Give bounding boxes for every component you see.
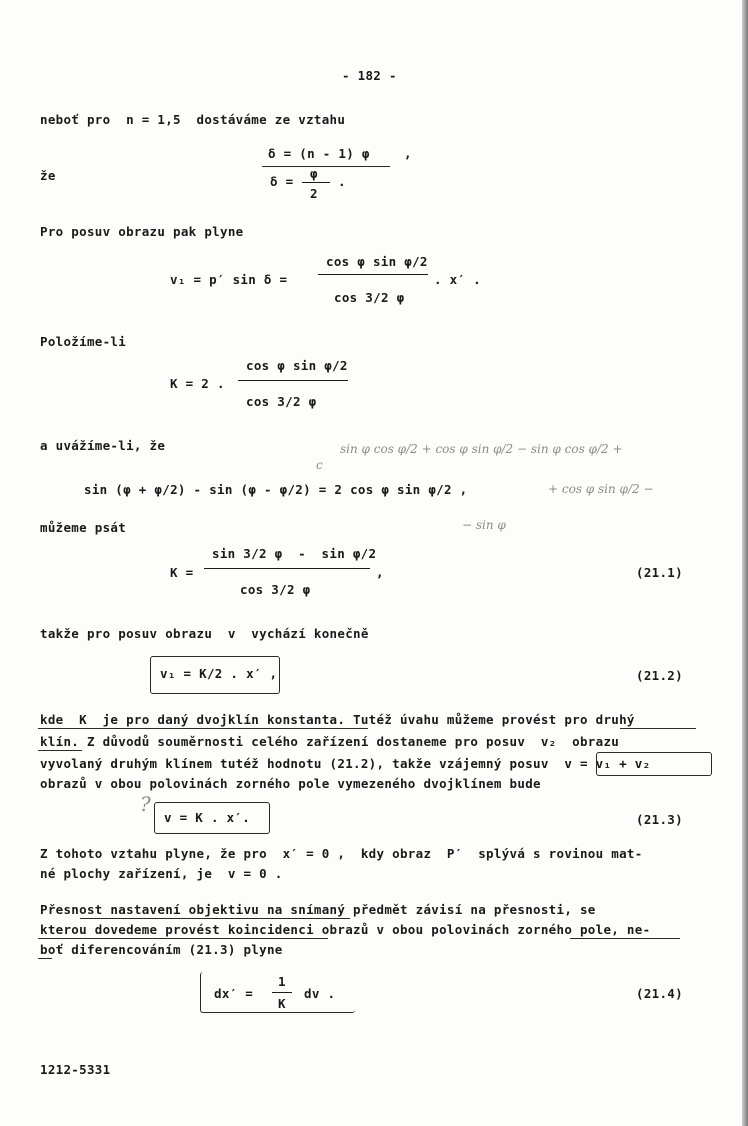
eq-delta-1-comma: ,	[404, 146, 412, 161]
eq-number-21-3: (21.3)	[636, 812, 683, 827]
eq-number-21-4: (21.4)	[636, 986, 683, 1001]
dx-lhs: dx′ =	[214, 986, 254, 1001]
v1-final: v₁ = K/2 . x′ ,	[160, 666, 278, 681]
eq-number-21-2: (21.2)	[636, 668, 683, 683]
pro-posuv-line: Pro posuv obrazu pak plyne	[40, 224, 244, 239]
pencil-note-3: − sin φ	[462, 518, 506, 532]
v-equation: v = K . x′.	[164, 810, 251, 825]
dx-denominator: K	[278, 996, 286, 1011]
k-numerator: cos φ sin φ/2	[246, 358, 348, 373]
z-line-2: né plochy zařízení, je v = 0 .	[40, 866, 283, 881]
eq-delta-2-dot: .	[338, 174, 346, 189]
pen-underline	[38, 728, 368, 729]
page-edge-shadow	[742, 0, 748, 1126]
pen-underline	[620, 728, 696, 729]
eq-delta-2-lhs: δ =	[270, 174, 294, 189]
k-lhs: K = 2 .	[170, 376, 225, 391]
z-line-1: Z tohoto vztahu plyne, že pro x′ = 0 , kdy obraz P′ splývá s rovinou mat-	[40, 846, 643, 861]
k2-lhs: K =	[170, 565, 194, 580]
takze-line: takže pro posuv obrazu v vychází konečně	[40, 626, 369, 641]
paragraph-line-1: kde K je pro daný dvojklín konstanta. Tutéž úvahu můžeme provést pro druhý	[40, 712, 635, 727]
page-number: - 182 -	[342, 68, 397, 83]
pen-underline	[38, 750, 82, 751]
v1-denominator: cos 3/2 φ	[334, 290, 405, 305]
fraction-bar	[302, 182, 330, 183]
eq-delta-1: δ = (n - 1) φ	[268, 146, 370, 161]
pen-underline	[570, 938, 680, 939]
paragraph-line-2: klín. Z důvodů souměrnosti celého zařízení dostaneme pro posuv v₂ obrazu	[40, 734, 620, 749]
eq-delta-2-den: 2	[310, 186, 318, 201]
pen-underline	[80, 918, 350, 919]
v1-numerator: cos φ sin φ/2	[326, 254, 428, 269]
pencil-note-4: c	[316, 458, 323, 472]
pencil-note-2: + cos φ sin φ/2 −	[548, 482, 654, 496]
fraction-bar	[272, 992, 292, 993]
muzeme-line: můžeme psát	[40, 520, 127, 535]
polozime-line: Položíme-li	[40, 334, 127, 349]
pen-underline	[38, 958, 52, 959]
intro-line: neboť pro n = 1,5 dostáváme ze vztahu	[40, 112, 346, 127]
equation-box	[596, 752, 712, 776]
k2-numerator: sin 3/2 φ - sin φ/2	[212, 546, 377, 561]
v1-tail: . x′ .	[434, 272, 481, 287]
sin-identity: sin (φ + φ/2) - sin (φ - φ/2) = 2 cos φ sin φ/2 ,	[84, 482, 468, 497]
fraction-bar	[318, 274, 428, 275]
k2-comma: ,	[376, 565, 384, 580]
eq-number-21-1: (21.1)	[636, 565, 683, 580]
ze-label: že	[40, 168, 56, 183]
pencil-mark: ?	[140, 792, 151, 816]
eq-delta-2-num: φ	[310, 166, 318, 181]
paragraph-line-3: vyvolaný druhým klínem tutéž hodnotu (21.2), takže vzájemný posuv v = v₁ + v₂	[40, 756, 651, 771]
p-line-2: kterou dovedeme provést koincidenci obrazů v obou polovinách zorného pole, ne-	[40, 922, 651, 937]
uvazime-line: a uvážíme-li, že	[40, 438, 166, 453]
k-denominator: cos 3/2 φ	[246, 394, 317, 409]
paragraph-line-4: obrazů v obou polovinách zorného pole vymezeného dvojklínem bude	[40, 776, 541, 791]
dx-tail: dv .	[304, 986, 336, 1001]
p-line-3: boť diferencováním (21.3) plyne	[40, 942, 283, 957]
footer-code: 1212-5331	[40, 1062, 111, 1077]
dx-numerator: 1	[278, 974, 286, 989]
pencil-note-1: sin φ cos φ/2 + cos φ sin φ/2 − sin φ cos φ/2 +	[340, 442, 623, 456]
p-line-1: Přesnost nastavení objektivu na snímaný předmět závisí na přesnosti, se	[40, 902, 596, 917]
pen-underline	[38, 938, 328, 939]
fraction-bar	[204, 568, 370, 569]
pen-underline	[262, 166, 390, 167]
fraction-bar	[238, 380, 348, 381]
k2-denominator: cos 3/2 φ	[240, 582, 311, 597]
v1-lhs: v₁ = p′ sin δ =	[170, 272, 288, 287]
